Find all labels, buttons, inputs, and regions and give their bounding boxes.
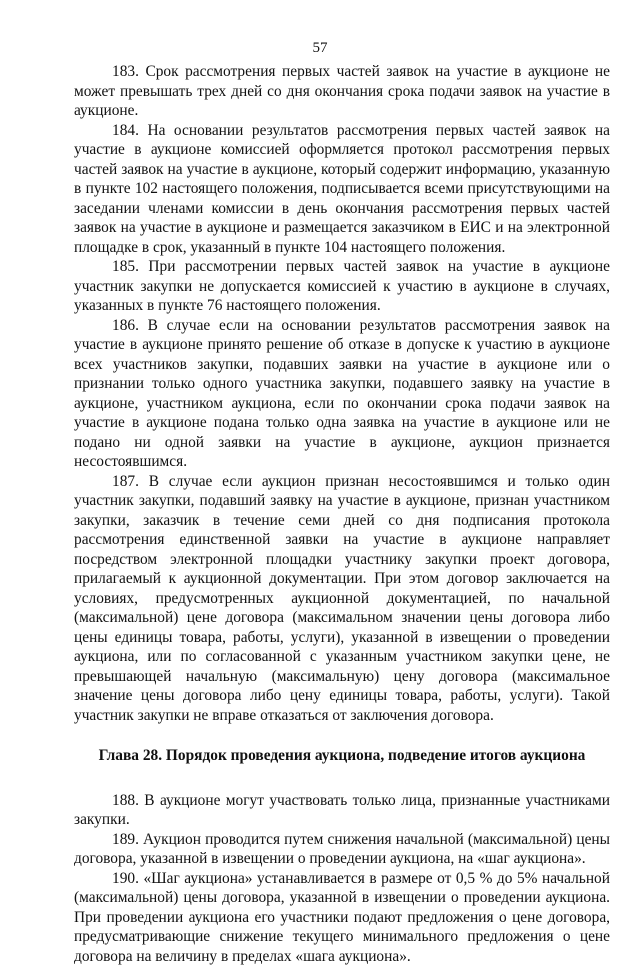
paragraph-190: 190. «Шаг аукциона» устанавливается в размере от 0,5 % до 5% начальной (максимальной) цены договора, указанной в извещении о проведении аукциона. При проведении аукциона его участники подают предложения о цене договора, предусматривающие снижение текущего минимального предложения о цене договора на величину в пределах «шага аукциона». (74, 869, 610, 966)
paragraph-189: 189. Аукцион проводится путем снижения начальной (максимальной) цены договора, указанной в извещении о проведении аукциона, на «шаг аукциона». (74, 830, 610, 869)
paragraph-188: 188. В аукционе могут участвовать только лица, признанные участниками закупки. (74, 791, 610, 830)
paragraph-185: 185. При рассмотрении первых частей заявок на участие в аукционе участник закупки не допускается комиссией к участию в аукционе в случаях, указанных в пункте 76 настоящего положения. (74, 257, 610, 316)
paragraph-184: 184. На основании результатов рассмотрения первых частей заявок на участие в аукционе комиссией оформляется протокол рассмотрения первых частей заявок на участие в аукционе, который содержит информацию, указанную в пункте 102 настоящего положения, подписывается всеми присутствующими на заседании членами комиссии в день окончания рассмотрения первых частей заявок на участие в аукционе и размещается заказчиком в ЕИС и на электронной площадке в срок, указанный в пункте 104 настоящего положения. (74, 121, 610, 258)
paragraph-186: 186. В случае если на основании результатов рассмотрения заявок на участие в аукционе принято решение об отказе в допуске к участию в аукционе всех участников закупки, подавших заявки на участие в аукционе или о признании только одного участника закупки, подавшего заявку на участие в аукционе, участником аукциона, если по окончании срока подачи заявок на участие в аукционе подана только одна заявка на участие в аукционе или не подано ни одной заявки на участие в аукционе, аукцион признается несостоявшимся. (74, 316, 610, 472)
page-number: 57 (0, 40, 640, 57)
chapter-heading: Глава 28. Порядок проведения аукциона, подведение итогов аукциона (74, 746, 610, 766)
paragraph-187: 187. В случае если аукцион признан несостоявшимся и только один участник закупки, подавший заявку на участие в аукционе, признан участником закупки, заказчик в течение семи дней со дня подписания протокола рассмотрения единственной заявки на участие в аукционе направляет посредством электронной площадки участнику закупки проект договора, прилагаемый к аукционной документации. При этом договор заключается на условиях, предусмотренных аукционной документацией, по начальной (максимальной) цене договора (максимальном значении цены договора либо цены единицы товара, работы, услуги), указанной в извещении о проведении аукциона, или по согласованной с указанным участником закупки цене, не превышающей начальную (максимальную) цену договора (максимальное значение цены договора либо цену единицы товара, работы, услуги). Такой участник закупки не вправе отказаться от заключения договора. (74, 472, 610, 726)
document-body (74, 62, 610, 966)
paragraph-183: 183. Срок рассмотрения первых частей заявок на участие в аукционе не может превышать трех дней со дня окончания срока подачи заявок на участие в аукционе. (74, 62, 610, 121)
